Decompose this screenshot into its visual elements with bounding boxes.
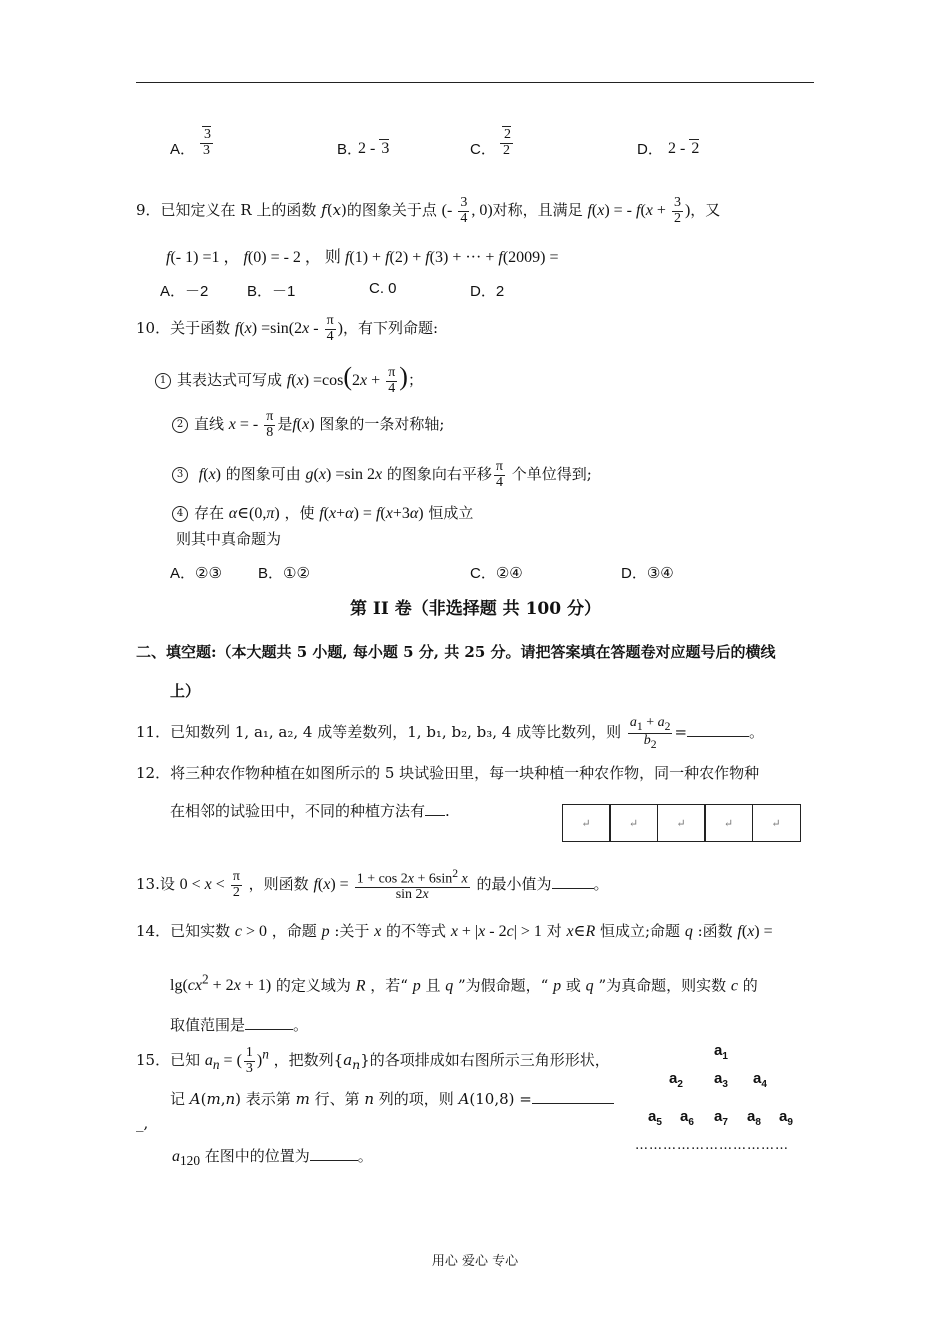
q15-answer-blank-1[interactable] [532,1089,614,1104]
q10-item-2: 2 直线 x = - $\frac{\pi}{8}$ 是f(x) 图象的一条对称轴; [172,410,444,440]
q10-conclusion: 则其中真命题为 [176,530,282,548]
q10-option-b: B．①② [258,565,310,582]
q12-line1: 12．将三种农作物种植在如图所示的 5 块试验田里，每一块种植一种农作物，同一种农作物种 [136,764,760,782]
q12-answer-blank[interactable] [425,801,445,816]
q15-number: 15． [136,1050,171,1069]
section2-heading: 二、填空题:（本大题共 5 小题, 每小题 5 分, 共 25 分。请把答案填在答题卷对应题号后的横线 [136,643,776,661]
tri-a2: $a_2$ [669,1070,683,1090]
q8-option-c-value: $\frac{2}{2}$ [498,128,515,158]
q15-line3: _, [136,1114,149,1132]
q15-answer-blank-2[interactable] [310,1146,358,1161]
q8-option-d-value: 2 - 2 [668,140,700,157]
section2-heading-cont: 上） [170,682,201,700]
field-cell: ↵ [657,804,706,842]
tri-a4: $a_4$ [753,1070,767,1090]
q14-line1: 14．已知实数 c > 0 ，命题 p :关于 x 的不等式 x + |x - 2c| > 1 对 x∈R 恒成立;命题 q :函数 f(x) = [136,922,773,940]
q9-given: f(- 1) =1 ， f(0) = - 2 ， 则 f(1) + f(2) + f(3) + ··· + f(2009) = [166,249,559,266]
page-footer: 用心 爱心 专心 [431,1254,519,1269]
q9-line1: 9．已知定义在 R 上的函数 f(x)的图象关于点 (- $\frac{3}{4}$ , 0)对称，且满足 f(x) = - f(x + $\frac{3}{2}$ )，又 [136,195,721,226]
q8-option-b-label: B． [337,141,363,158]
tri-a3: $a_3$ [714,1070,728,1090]
q10-item-3: 3 f(x) 的图象可由 g(x) =sin 2x 的图象向右平移 $\frac{\pi}{4}$ 个单位得到; [172,460,592,490]
tri-a6: $a_6$ [680,1108,694,1128]
q9-option-b: B．－1 [247,283,296,300]
q14-line2: $\lg(cx^2 + 2x + 1)$ 的定义域为 R ，若“ p 且 q ”为假命题，“ p 或 q ”为真命题，则实数 c 的 [170,972,758,995]
q14-answer-blank[interactable] [245,1015,293,1030]
q13-line: 13.设 0 < x < $\frac{\pi}{2}$ ，则函数 f(x) = $\frac{1 + \cos 2x + 6\sin^2 x}{\sin 2x}$ 的最小值为 。 [136,867,609,903]
tri-a7: $a_7$ [714,1108,728,1128]
q8-option-c-label: C． [470,141,496,158]
header-rule [136,82,814,83]
q11-number: 11． [136,723,171,742]
q15-line1: 15．已知 $a_n$ = ( $\frac{1}{3}$ )$^n$ ，把数列$\{a_n\}$的各项排成如右图所示三角形形状， [136,1045,610,1076]
q15-line4: $a_{120}$ 在图中的位置为 。 [172,1147,373,1169]
q8-option-d-label: D． [637,141,663,158]
field-cell: ↵ [704,804,753,842]
q9-option-a: A．－2 [160,283,209,300]
tri-a8: $a_8$ [747,1108,761,1128]
q8-option-a-label: A． [170,141,196,158]
field-cell: ↵ [752,804,801,842]
q10-option-c: C．②④ [470,565,523,582]
section2-title: 第 II 卷（非选择题 共 100 分） [350,599,601,619]
q12-line2: 在相邻的试验田中，不同的种植方法有 . [170,802,450,820]
q11-answer-blank[interactable] [687,722,749,737]
tri-a1: $a_1$ [714,1042,728,1062]
tri-a5: $a_5$ [648,1108,662,1128]
q12-field-grid [563,804,801,842]
q13-number: 13. [136,875,160,894]
q8-option-b-value: 2 - 3 [358,140,390,157]
q10-item-4: 4 存在 α∈(0,π) ，使 f(x+α) = f(x+3α) 恒成立 [172,502,473,523]
q10-option-a: A．②③ [170,565,222,582]
q8-option-a-value: $\frac{3}{3}$ [198,128,215,158]
field-cell: ↵ [609,804,658,842]
q9-option-c: C. 0 [369,280,397,297]
q10-option-d: D．③④ [621,565,674,582]
q9-option-d: D．2 [470,283,505,300]
q10-line1: 10．关于函数 f(x) =sin(2x - $\frac{\pi}{4}$ )，有下列命题: [136,313,439,344]
q10-item-1: 1 其表达式可写成 f(x) =cos(2x + $\frac{\pi}{4}$ )； [155,362,423,397]
tri-a9: $a_9$ [779,1108,793,1128]
q13-answer-blank[interactable] [552,874,594,889]
q15-line2: 记 A(m,n) 表示第 m 行、第 n 列的项，则 A(10,8) = [170,1088,614,1109]
q9-number: 9． [136,200,161,219]
q10-number: 10． [136,318,171,337]
q12-number: 12． [136,764,171,782]
q11-line: 11．已知数列 1, a₁, a₂, 4 成等差数列，1, b₁, b₂, b₃, 4 成等比数列，则 $\frac{a_1 + a_2}{b_2}$ = 。 [136,715,765,751]
tri-dots: …………………………… [635,1138,789,1153]
field-cell: ↵ [562,804,611,842]
q14-number: 14． [136,922,171,940]
q14-line3: 取值范围是 。 [170,1016,309,1034]
